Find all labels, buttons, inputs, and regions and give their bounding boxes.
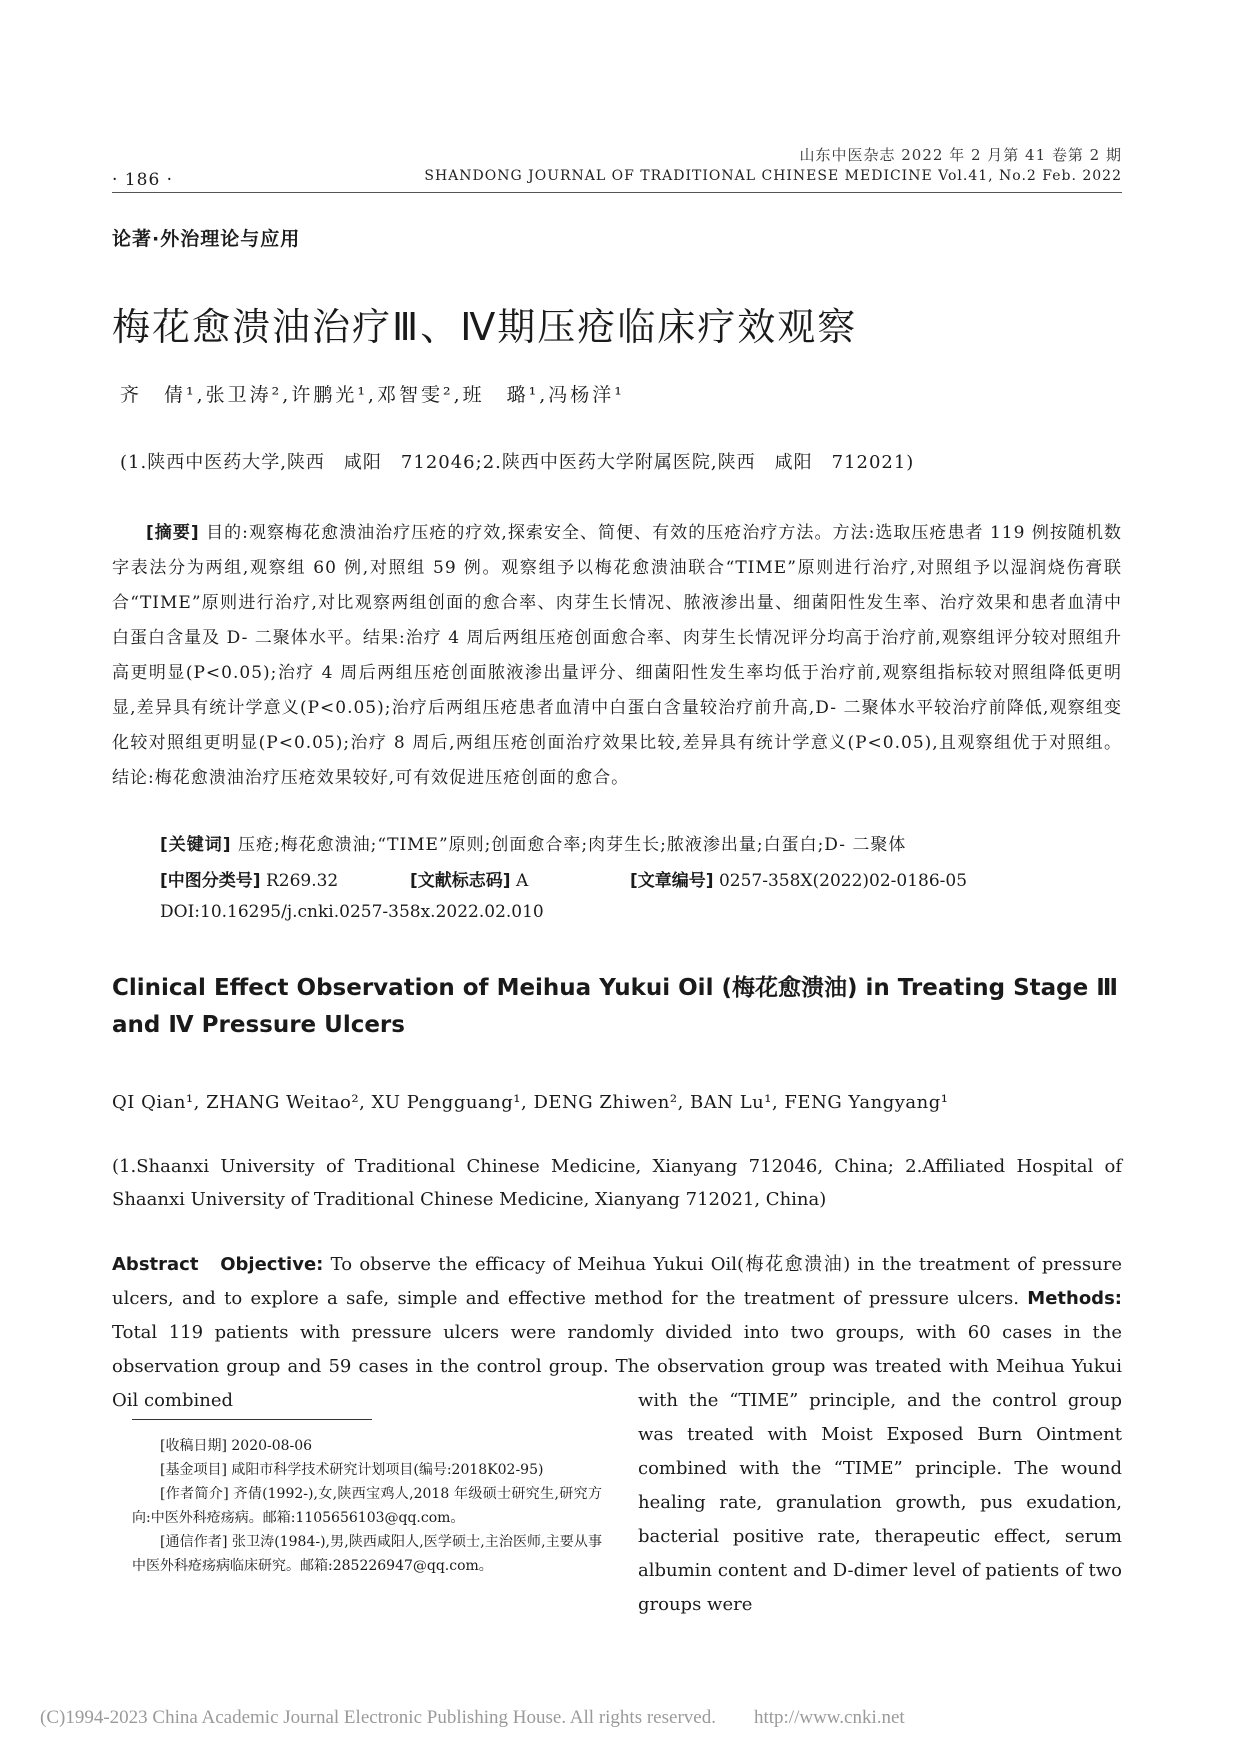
doc-code-value: A: [515, 871, 529, 891]
footnote-author-bio: [作者简介] 齐倩(1992-),女,陕西宝鸡人,2018 年级硕士研究生,研究方向:中医外科疮疡病。邮箱:1105656103@qq.com。: [132, 1486, 602, 1526]
affiliations-cn: (1.陕西中医药大学,陕西 咸阳 712046;2.陕西中医药大学附属医院,陕西 咸阳 712021): [120, 452, 915, 473]
article-title-en: Clinical Effect Observation of Meihua Yukui Oil (梅花愈溃油) in Treating Stage Ⅲ and Ⅳ Pressure Ulcers: [112, 975, 1118, 1038]
footnote-received: [收稿日期] 2020-08-06: [160, 1438, 313, 1454]
objective-text: To observe the efficacy of Meihua Yukui Oil(梅花愈溃油) in the treatment of pressure ulcers, and to explore a safe, simple and effective method for the treatment of pressure ulcers.: [112, 1254, 1122, 1309]
article-number-value: 0257-358X(2022)02-0186-05: [718, 871, 968, 891]
methods-text: Total 119 patients with pressure ulcers were randomly divided into two groups, with 60 cases in the observation group and 59 cases in the control group. The observation group was treated with Meihua Yukui Oil combined: [112, 1322, 1122, 1411]
abstract-en-label: Abstract: [112, 1254, 199, 1275]
objective-label: Objective:: [220, 1254, 324, 1275]
document-code: [410, 866, 528, 891]
page-number: · 186 ·: [112, 170, 174, 190]
doi: DOI:10.16295/j.cnki.0257-358x.2022.02.010: [160, 902, 544, 922]
keywords-text: 压疮;梅花愈溃油;“TIME”原则;创面愈合率;肉芽生长;脓液渗出量;白蛋白;D- 二聚体: [237, 835, 907, 855]
abstract-cn-label: [摘要]: [146, 523, 200, 543]
header-divider: [112, 192, 1122, 193]
doc-code-label: [文献标志码]: [410, 871, 511, 891]
authors-cn: 齐 倩¹,张卫涛²,许鹏光¹,邓智雯²,班 璐¹,冯杨洋¹: [120, 384, 625, 406]
journal-issue-en: SHANDONG JOURNAL OF TRADITIONAL CHINESE MEDICINE Vol.41, No.2 Feb. 2022: [424, 168, 1122, 184]
footnote-divider: [132, 1419, 372, 1420]
section-label: 论著·外治理论与应用: [112, 228, 301, 250]
footnote-corresponding: [通信作者] 张卫涛(1984-),男,陕西咸阳人,医学硕士,主治医师,主要从事中医外科疮疡病临床研究。邮箱:285226947@qq.com。: [132, 1534, 602, 1574]
keywords-cn: [160, 830, 1120, 855]
article-title-cn: 梅花愈溃油治疗Ⅲ、Ⅳ期压疮临床疗效观察: [112, 305, 858, 349]
article-number: [630, 866, 967, 891]
footnotes: [132, 1434, 602, 1578]
authors-en: QI Qian¹, ZHANG Weitao², XU Pengguang¹, DENG Zhiwen², BAN Lu¹, FENG Yangyang¹: [112, 1092, 949, 1113]
article-number-label: [文章编号]: [630, 871, 714, 891]
abstract-cn: [112, 516, 1122, 796]
journal-issue-cn: 山东中医杂志 2022 年 2 月第 41 卷第 2 期: [799, 146, 1122, 164]
abstract-cn-text: 目的:观察梅花愈溃油治疗压疮的疗效,探索安全、简便、有效的压疮治疗方法。方法:选取压疮患者 119 例按随机数字表法分为两组,观察组 60 例,对照组 59 例。观察组予以梅花愈溃油联合“TIME”原则进行治疗,对照组予以湿润烧伤膏联合“TIME”原则进行治疗,对比观察两组创面的愈合率、肉芽生长情况、脓液渗出量、细菌阳性发生率、治疗效果和患者血清中白蛋白含量及 D- 二聚体水平。结果:治疗 4 周后两组压疮创面愈合率、肉芽生长情况评分均高于治疗前,观察组评分较对照组升高更明显(P<0.05);治疗 4 周后两组压疮创面脓液渗出量评分、细菌阳性发生率均低于治疗前,观察组指标较对照组降低更明显,差异具有统计学意义(P<0.05);治疗后两组压疮患者血清中白蛋白含量较治疗前升高,D- 二聚体水平较治疗前降低,观察组变化较对照组更明显(P<0.05);治疗 8 周后,两组压疮创面治疗效果比较,差异具有统计学意义(P<0.05),且观察组优于对照组。结论:梅花愈溃油治疗压疮效果较好,可有效促进压疮创面的愈合。: [112, 523, 1123, 788]
clc-value: R269.32: [265, 871, 339, 891]
copyright-watermark: (C)1994-2023 China Academic Journal Electronic Publishing House. All rights reserved. http://www.cnki.net: [40, 1707, 905, 1728]
keywords-label: [关键词]: [160, 835, 232, 855]
affiliations-en: (1.Shaanxi University of Traditional Chinese Medicine, Xianyang 712046, China; 2.Affiliated Hospital of Shaanxi University of Traditional Chinese Medicine, Xianyang 712021, China): [112, 1156, 1122, 1210]
clc-number: [160, 866, 338, 891]
methods-label: Methods:: [1027, 1288, 1122, 1309]
abstract-en-continued: with the “TIME” principle, and the control group was treated with Moist Exposed Burn Ointment combined with the “TIME” principle. The wound healing rate, granulation growth, pus exudation, bacterial positive rate, therapeutic effect, serum albumin content and D-dimer level of patients of two groups were: [638, 1390, 1122, 1615]
footnote-funding: [基金项目] 咸阳市科学技术研究计划项目(编号:2018K02-95): [160, 1462, 544, 1478]
clc-label: [中图分类号]: [160, 871, 261, 891]
